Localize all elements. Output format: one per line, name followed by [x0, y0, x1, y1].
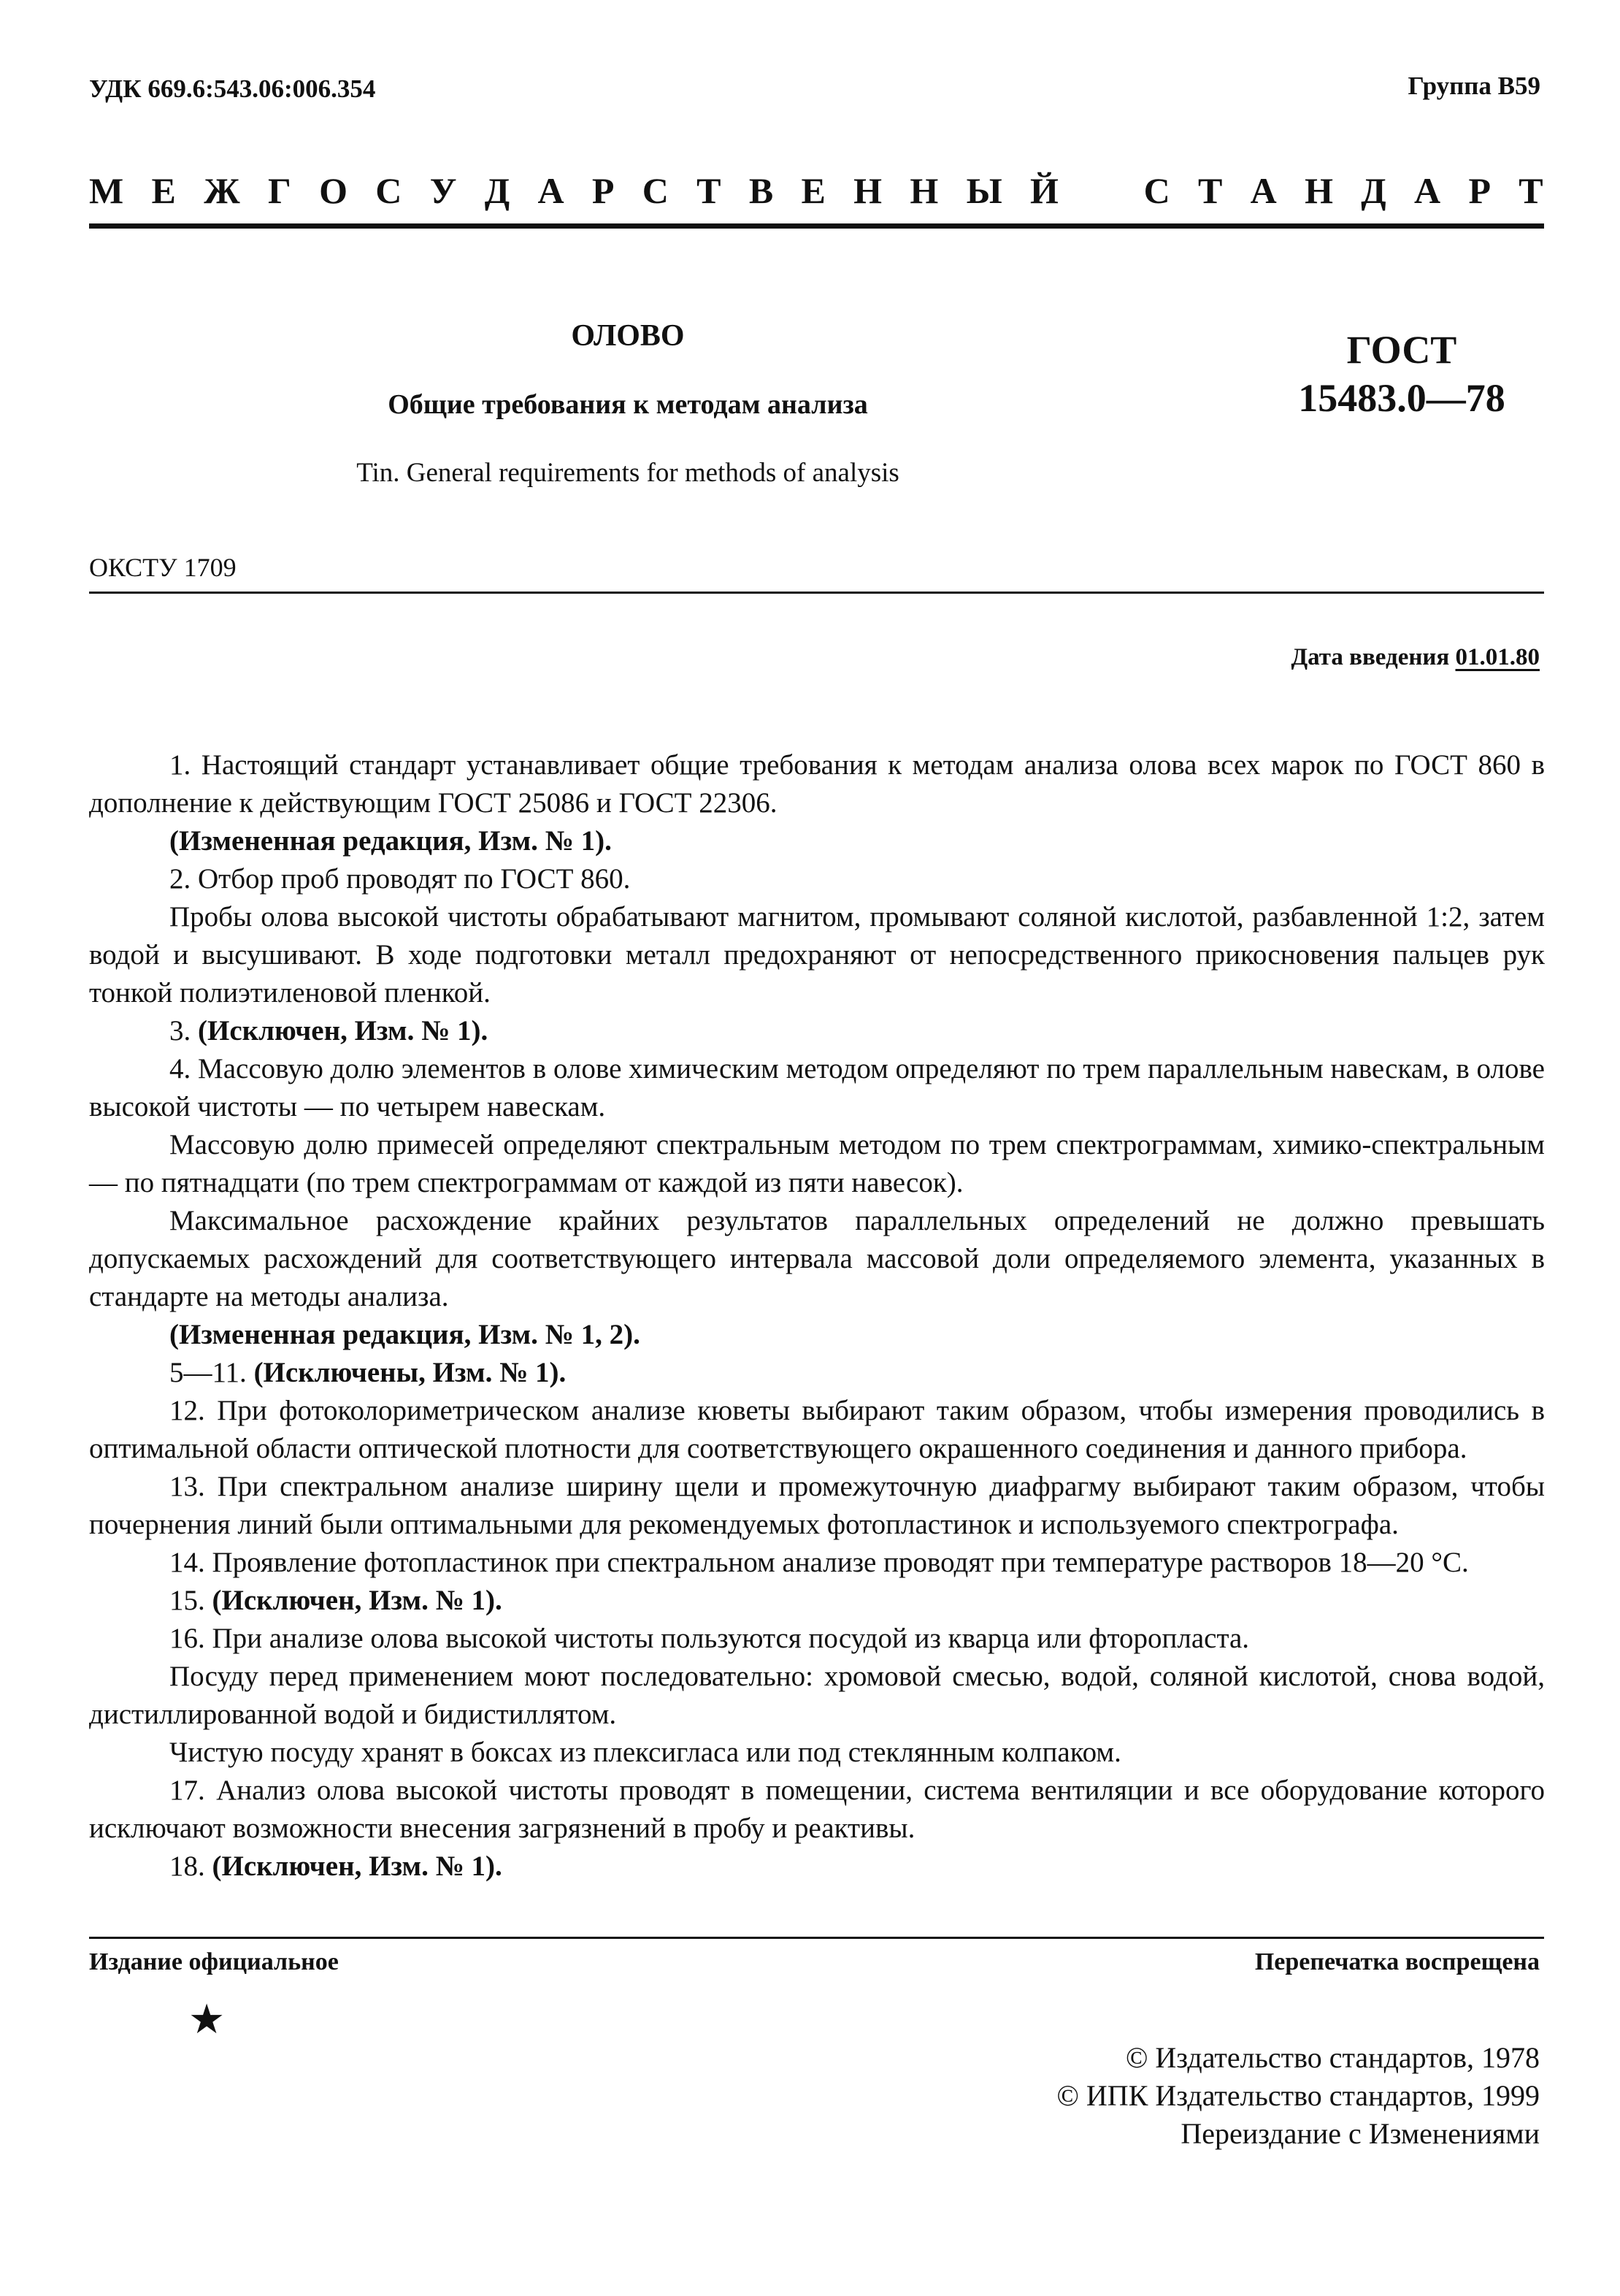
date-value: 01.01.80	[1455, 644, 1540, 670]
paragraph-text: 4. Массовую долю элементов в олове химическим методом определяют по трем параллельным навескам, в олове высокой чистоты — по четырем навескам.	[89, 1053, 1545, 1122]
heading-letter: Е	[801, 170, 826, 211]
paragraph-text: Массовую долю примесей определяют спектральным методом по трем спектрограммам, химико-спектральным — по пятнадцати (по трем спектрограммам от каждой из пяти навесок).	[89, 1129, 1545, 1198]
interstate-standard-heading	[89, 169, 1543, 212]
heading-letter: Д	[484, 170, 510, 211]
introduction-date	[1291, 644, 1540, 671]
heading-letter: Н	[853, 170, 883, 211]
paragraph-text: (Измененная редакция, Изм. № 1).	[169, 825, 612, 857]
heading-letter: Т	[1197, 170, 1223, 211]
body-paragraph	[89, 1012, 1545, 1050]
paragraph-number: 5—11.	[169, 1357, 254, 1388]
body-paragraph	[89, 822, 1545, 860]
body-paragraph	[89, 1050, 1545, 1126]
heading-letter: Р	[1468, 170, 1491, 211]
heading-letter: Д	[1361, 170, 1386, 211]
paragraph-text: (Исключен, Изм. № 1).	[198, 1015, 488, 1046]
copyright-line: Переиздание с Изменениями	[1181, 2117, 1540, 2150]
heading-letter: А	[1250, 170, 1277, 211]
body-paragraph	[89, 1354, 1545, 1392]
paragraph-text: Чистую посуду хранят в боксах из плексигласа или под стеклянным колпаком.	[169, 1737, 1121, 1768]
footer-rule	[89, 1937, 1544, 1939]
copyright-line: © ИПК Издательство стандартов, 1999	[1056, 2079, 1540, 2112]
heading-letter: Г	[267, 170, 291, 211]
body-paragraph	[89, 1734, 1545, 1772]
paragraph-text: (Измененная редакция, Изм. № 1, 2).	[169, 1319, 640, 1350]
document-body	[89, 746, 1545, 1886]
heading-letter: Т	[1519, 170, 1543, 211]
body-paragraph	[89, 1392, 1545, 1468]
paragraph-number: 18.	[169, 1851, 212, 1882]
date-label: Дата введения	[1291, 644, 1450, 670]
paragraph-text: (Исключен, Изм. № 1).	[212, 1851, 502, 1882]
paragraph-text: (Исключен, Изм. № 1).	[212, 1585, 502, 1616]
body-paragraph	[89, 1468, 1545, 1544]
body-paragraph	[89, 1620, 1545, 1658]
reprint-notice: Перепечатка воспрещена	[1254, 1948, 1540, 1975]
english-title: Tin. General requirements for methods of analysis	[356, 458, 899, 488]
paragraph-text: Посуду перед применением моют последовательно: хромовой смесью, водой, соляной кислотой, снова водой, дистиллированной водой и бидистиллятом.	[89, 1661, 1545, 1730]
paragraph-text: Пробы олова высокой чистоты обрабатывают магнитом, промывают соляной кислотой, разбавленной 1:2, затем водой и высушивают. В ходе подготовки металл предохраняют от непосредственного прикосновения пальцев рук тонкой полиэтиленовой пленкой.	[89, 901, 1545, 1009]
heading-letter: Р	[591, 170, 615, 211]
group-code: Группа В59	[1408, 72, 1540, 100]
gost-number: 15483.0—78	[1298, 376, 1505, 420]
body-paragraph	[89, 1848, 1545, 1886]
heading-letter: С	[375, 170, 402, 211]
body-paragraph	[89, 1772, 1545, 1848]
document-title: ОЛОВО	[571, 319, 685, 353]
body-paragraph	[89, 1202, 1545, 1316]
heading-letter: А	[537, 170, 564, 211]
heading-letter: С	[642, 170, 669, 211]
paragraph-text: 17. Анализ олова высокой чистоты проводят в помещении, система вентиляции и все оборудование которого исключают возможности внесения загрязнений в пробу и реактивы.	[89, 1775, 1545, 1844]
body-paragraph	[89, 746, 1545, 822]
body-paragraph	[89, 1658, 1545, 1734]
paragraph-text: (Исключены, Изм. № 1).	[253, 1357, 567, 1388]
body-paragraph	[89, 1544, 1545, 1582]
heading-letter: А	[1414, 170, 1441, 211]
body-paragraph	[89, 1316, 1545, 1354]
copyright-block	[1057, 2039, 1540, 2153]
official-edition-label: Издание официальное	[89, 1948, 339, 1975]
okstu-code: ОКСТУ 1709	[89, 553, 237, 582]
document-subtitle: Общие требования к методам анализа	[388, 389, 868, 420]
heading-letter: Й	[1030, 170, 1059, 211]
header-divider	[89, 592, 1544, 594]
heading-letter: Н	[910, 170, 939, 211]
paragraph-text: 14. Проявление фотопластинок при спектральном анализе проводят при температуре растворов 18—20 °С.	[169, 1547, 1469, 1578]
paragraph-number: 15.	[169, 1585, 212, 1616]
heading-letter: У	[429, 170, 457, 211]
body-paragraph	[89, 860, 1545, 898]
heading-letter: Е	[151, 170, 176, 211]
paragraph-text: 1. Настоящий стандарт устанавливает общие требования к методам анализа олова всех марок по ГОСТ 860 в дополнение к действующим ГОСТ 25086 и ГОСТ 22306.	[89, 749, 1545, 819]
heading-letter: М	[89, 170, 124, 211]
heading-word-gap	[1086, 169, 1116, 212]
body-paragraph	[89, 1126, 1545, 1202]
paragraph-number: 3.	[169, 1015, 198, 1046]
gost-label: ГОСТ	[1346, 328, 1457, 372]
heading-letter: В	[748, 170, 774, 211]
top-rule	[89, 223, 1544, 229]
heading-letter: О	[319, 170, 348, 211]
copyright-line: © Издательство стандартов, 1978	[1125, 2041, 1540, 2074]
body-paragraph	[89, 898, 1545, 1012]
heading-letter: Н	[1305, 170, 1333, 211]
paragraph-text: 2. Отбор проб проводят по ГОСТ 860.	[169, 863, 631, 895]
body-paragraph	[89, 1582, 1545, 1620]
paragraph-text: 16. При анализе олова высокой чистоты пользуются посудой из кварца или фторопласта.	[169, 1623, 1250, 1654]
udk-code: УДК 669.6:543.06:006.354	[89, 74, 376, 103]
heading-letter: Т	[696, 170, 721, 211]
heading-letter: С	[1143, 170, 1170, 211]
heading-letter: Ы	[966, 170, 1002, 211]
paragraph-text: 12. При фотоколориметрическом анализе кюветы выбирают таким образом, чтобы измерения проводились в оптимальной области оптической плотности для соответствующего окрашенного соединения и данного прибора.	[89, 1395, 1545, 1464]
paragraph-text: 13. При спектральном анализе ширину щели и промежуточную диафрагму выбирают таким образом, чтобы почернения линий были оптимальными для рекомендуемых фотопластинок и используемого спектрографа.	[89, 1471, 1545, 1540]
heading-letter: Ж	[204, 170, 240, 211]
gost-designation	[1248, 326, 1555, 422]
paragraph-text: Максимальное расхождение крайних результатов параллельных определений не должно превышать допускаемых расхождений для соответствующего интервала массовой доли определяемого элемента, указанных в стандарте на методы анализа.	[89, 1205, 1545, 1312]
star-icon: ★	[188, 1997, 226, 2043]
